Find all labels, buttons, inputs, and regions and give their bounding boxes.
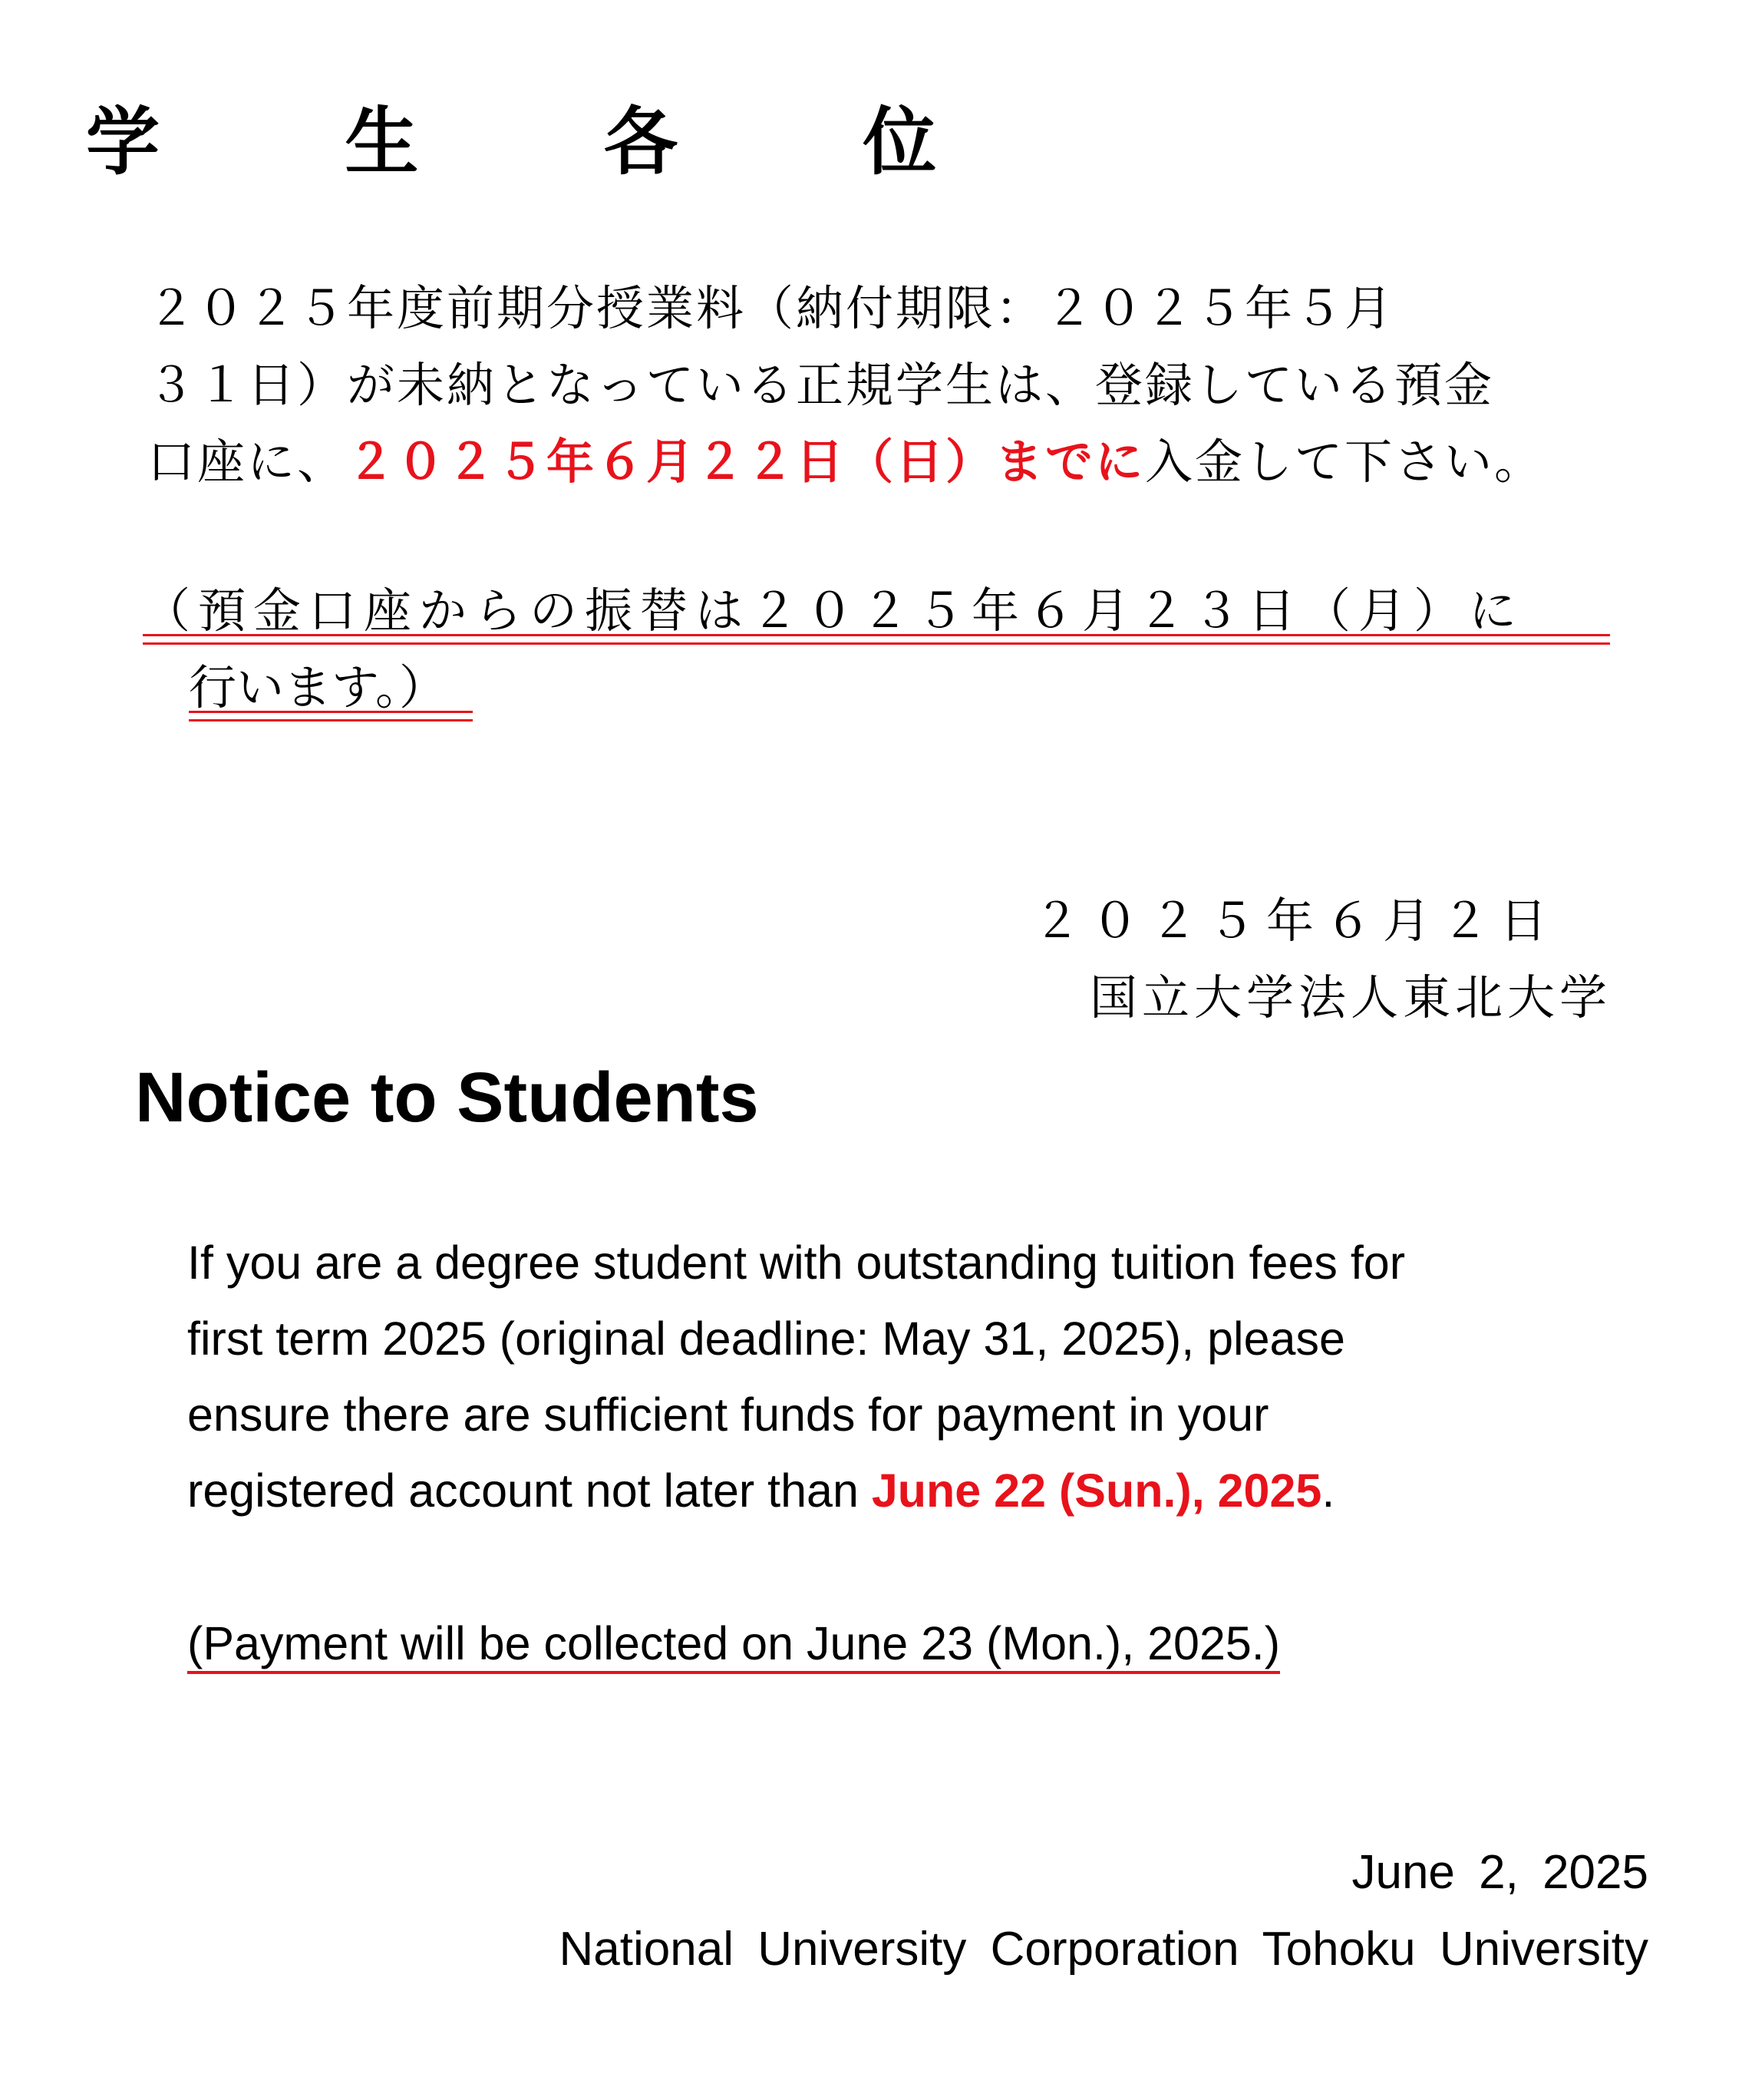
english-body [187, 1225, 1645, 1529]
english-body-line-3: ensure there are sufficient funds for payment in your [187, 1388, 1269, 1441]
japanese-signature-date: ２０２５年６月２日 [1032, 893, 1558, 949]
japanese-signature [1033, 883, 1612, 1036]
red-underline [187, 1671, 1280, 1674]
english-body-line-4-pre: registered account not later than [187, 1464, 872, 1517]
japanese-transfer-note [143, 573, 1616, 726]
japanese-body-line-3-pre: 口座に、 [147, 434, 348, 490]
english-signature-organization: National University Corporation Tohoku University [559, 1923, 1648, 1976]
english-body-line-2: first term 2025 (original deadline: May 31, 2025), please [187, 1312, 1345, 1365]
japanese-heading: 学 生 各 位 [86, 98, 1017, 185]
japanese-deadline-highlight: ２０２５年６月２２日（日）までに [347, 434, 1146, 490]
english-transfer-note [187, 1606, 1280, 1682]
english-body-line-4 [187, 1453, 1645, 1529]
japanese-note-line-1-text: （預金口座からの振替は２０２５年６月２３日（月）に [143, 583, 1525, 639]
japanese-body [147, 270, 1621, 500]
japanese-note-line-2-text: 行います。） [189, 659, 447, 715]
red-double-underline [143, 634, 1610, 645]
japanese-note-line-1 [143, 573, 1616, 649]
english-heading: Notice to Students [135, 1058, 759, 1137]
english-body-line-4-post: . [1321, 1464, 1335, 1517]
english-deadline-highlight: June 22 (Sun.), 2025 [871, 1464, 1322, 1517]
japanese-body-line-2: ３１日）が未納となっている正規学生は、登録している預金 [147, 357, 1495, 413]
japanese-body-line-1: ２０２５年度前期分授業料（納付期限：２０２５年５月 [147, 280, 1395, 336]
japanese-body-line-3 [147, 424, 1621, 500]
english-signature-date: June 2, 2025 [1351, 1846, 1648, 1899]
japanese-body-line-3-post: 入金して下さい。 [1145, 434, 1545, 490]
english-body-line-1: If you are a degree student with outstanding tuition fees for [187, 1237, 1406, 1289]
english-note-text-wrap [187, 1606, 1280, 1682]
english-note-text: (Payment will be collected on June 23 (Mon.), 2025.) [187, 1617, 1281, 1669]
japanese-signature-organization: 国立大学法人東北大学 [1089, 969, 1612, 1025]
japanese-note-line-2 [143, 649, 1616, 726]
red-double-underline [189, 711, 473, 721]
english-signature [559, 1834, 1648, 1988]
